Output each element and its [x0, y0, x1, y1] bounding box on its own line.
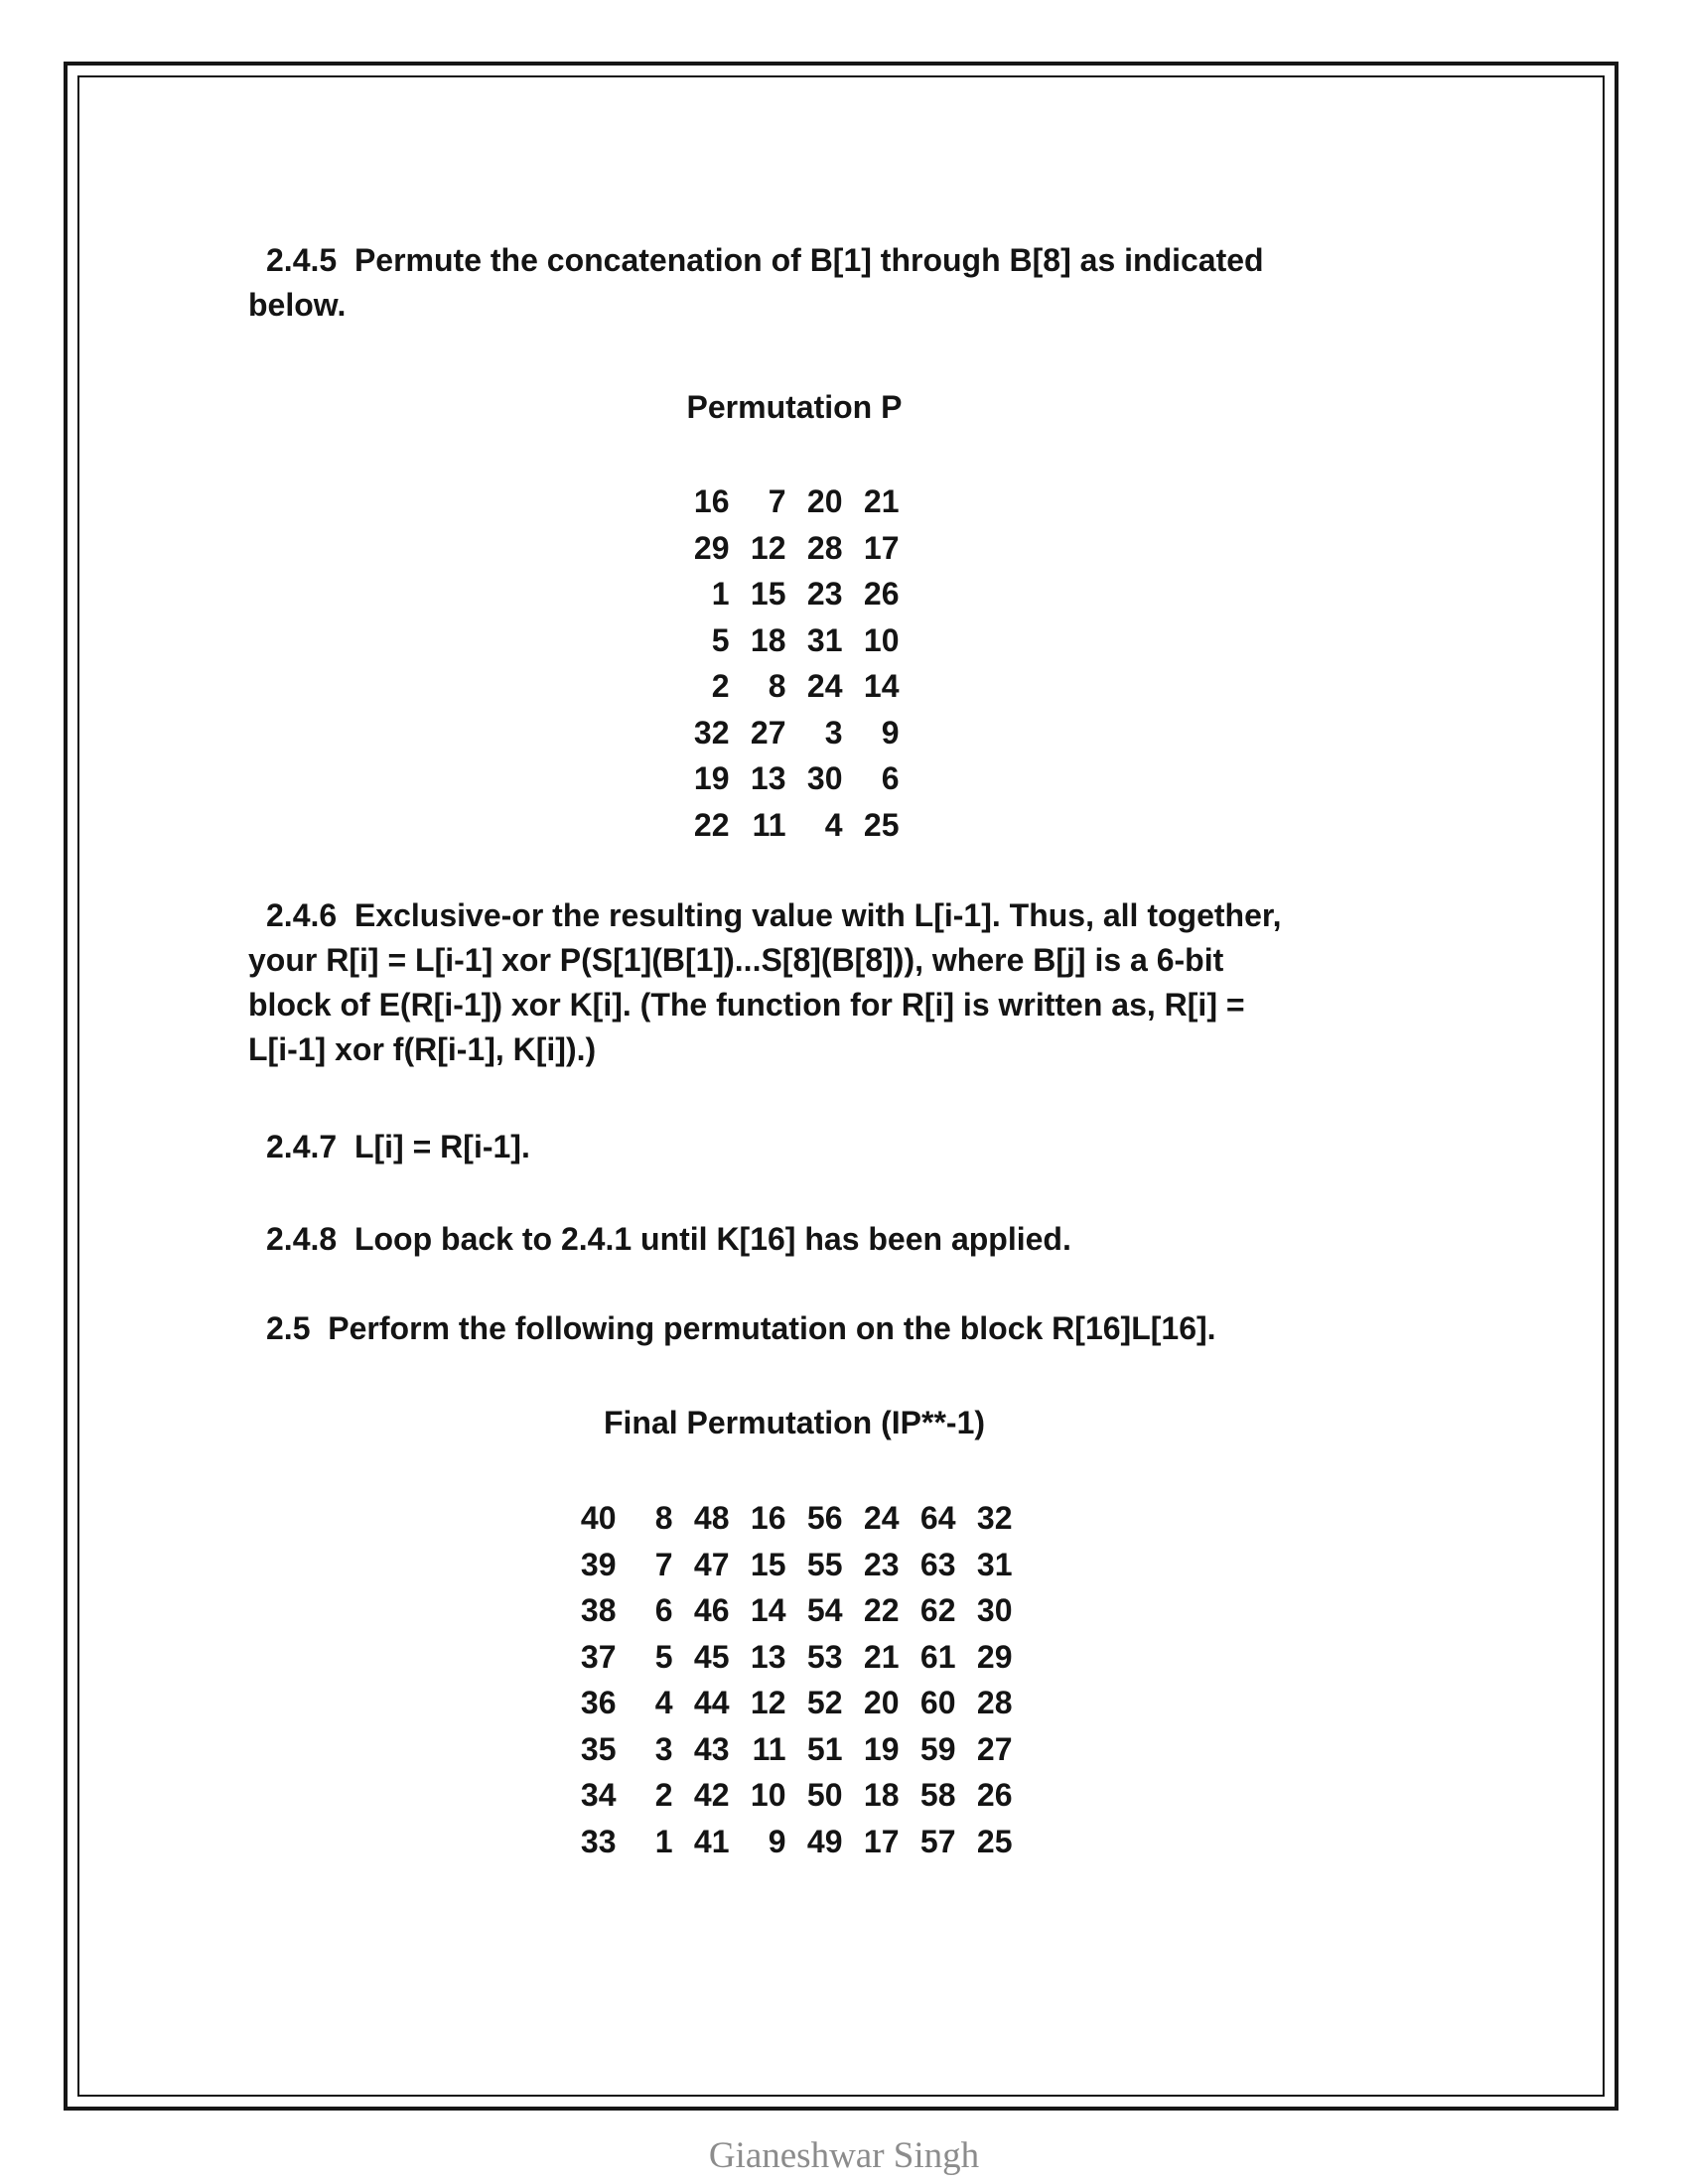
- table-cell: 51: [806, 1730, 843, 1767]
- table-cell: 57: [919, 1823, 956, 1859]
- table-cell: 45: [693, 1638, 730, 1675]
- table-cell: 16: [750, 1500, 786, 1536]
- table-row: [248, 1634, 1340, 1681]
- table-cell: 55: [806, 1546, 843, 1582]
- table-cell: 19: [693, 760, 730, 796]
- table-cell: 31: [806, 621, 843, 658]
- table-cell: 18: [750, 621, 786, 658]
- table-cell: 52: [806, 1685, 843, 1720]
- table-cell: 10: [863, 621, 900, 658]
- table-cell: 59: [919, 1730, 956, 1767]
- table-cell: 2: [711, 668, 730, 704]
- table-cell: 17: [863, 1823, 900, 1859]
- table-cell: 64: [919, 1500, 956, 1536]
- table-row: [248, 1819, 1340, 1865]
- table-cell: 47: [693, 1546, 730, 1582]
- table-cell: 63: [919, 1546, 956, 1582]
- table-cell: 24: [863, 1500, 900, 1536]
- table-cell: 43: [693, 1730, 730, 1767]
- table-cell: 14: [750, 1592, 786, 1628]
- table-cell: 27: [976, 1730, 1013, 1767]
- table-cell: 1: [711, 576, 730, 612]
- table-cell: 21: [863, 483, 900, 519]
- table-cell: 33: [580, 1823, 617, 1859]
- table-cell: 29: [976, 1638, 1013, 1675]
- author-signature: Gianeshwar Singh: [708, 2135, 980, 2176]
- table-cell: 9: [881, 714, 900, 751]
- table-cell: 48: [693, 1500, 730, 1536]
- table-cell: 31: [976, 1546, 1013, 1582]
- table-cell: 11: [752, 1730, 786, 1767]
- table-cell: 14: [863, 668, 900, 704]
- table-cell: 20: [806, 483, 843, 519]
- final-permutation-table: [248, 1495, 1340, 1864]
- table-cell: 41: [693, 1823, 730, 1859]
- table-cell: 17: [863, 529, 900, 566]
- table-cell: 6: [881, 760, 900, 796]
- text-line: below.: [248, 287, 347, 323]
- table-cell: 56: [806, 1500, 843, 1536]
- table-cell: 39: [580, 1546, 617, 1582]
- table-cell: 22: [693, 806, 730, 843]
- table-cell: 15: [750, 1546, 786, 1582]
- text-line: 2.4.6 Exclusive-or the resulting value with L[i-1]. Thus, all together,: [266, 897, 1282, 933]
- text-line: block of E(R[i-1]) xor K[i]. (The function for R[i] is written as, R[i] =: [248, 987, 1245, 1023]
- table-cell: 23: [863, 1546, 900, 1582]
- table-cell: 62: [919, 1592, 956, 1628]
- table-cell: 53: [806, 1638, 843, 1675]
- table-row: [248, 1772, 1340, 1819]
- paragraph-2-4-6: [248, 893, 1340, 1072]
- table-cell: 54: [806, 1592, 843, 1628]
- permutation-p-table: [248, 478, 1340, 848]
- table-cell: 44: [693, 1685, 730, 1720]
- table-cell: 5: [654, 1638, 673, 1675]
- table-cell: 2: [654, 1777, 673, 1813]
- text-line: your R[i] = L[i-1] xor P(S[1](B[1])...S[8](B[8])), where B[j] is a 6-bit: [248, 942, 1224, 978]
- table-row: [248, 710, 1340, 756]
- text-line: 2.4.7 L[i] = R[i-1].: [266, 1129, 530, 1164]
- table-cell: 11: [752, 806, 786, 843]
- table-cell: 13: [750, 1638, 786, 1675]
- text-line: 2.5 Perform the following permutation on the block R[16]L[16].: [266, 1310, 1216, 1346]
- table-cell: 12: [750, 529, 786, 566]
- table-cell: 10: [750, 1777, 786, 1813]
- paragraph-2-4-7: [248, 1125, 1340, 1169]
- table-cell: 1: [654, 1823, 673, 1859]
- table-cell: 28: [976, 1685, 1013, 1720]
- table-cell: 18: [863, 1777, 900, 1813]
- final-permutation-title: Final Permutation (IP**-1): [603, 1405, 986, 1440]
- table-cell: 8: [768, 668, 786, 704]
- table-cell: 32: [693, 714, 730, 751]
- table-cell: 49: [806, 1823, 843, 1859]
- text-line: 2.4.5 Permute the concatenation of B[1] through B[8] as indicated: [266, 242, 1264, 278]
- table-row: [248, 571, 1340, 617]
- table-cell: 30: [806, 760, 843, 796]
- table-cell: 42: [693, 1777, 730, 1813]
- table-cell: 46: [693, 1592, 730, 1628]
- table-row: [248, 1680, 1340, 1726]
- table-cell: 22: [863, 1592, 900, 1628]
- table-row: [248, 1587, 1340, 1634]
- table-cell: 26: [863, 576, 900, 612]
- table-row: [248, 663, 1340, 710]
- paragraph-2-4-5: [248, 238, 1340, 328]
- table-cell: 8: [654, 1500, 673, 1536]
- table-cell: 35: [580, 1730, 617, 1767]
- table-row: [248, 1495, 1340, 1542]
- table-cell: 13: [750, 760, 786, 796]
- table-cell: 28: [806, 529, 843, 566]
- table-cell: 5: [711, 621, 730, 658]
- table-cell: 50: [806, 1777, 843, 1813]
- table-row: [248, 478, 1340, 525]
- table-cell: 29: [693, 529, 730, 566]
- table-row: [248, 1542, 1340, 1588]
- table-cell: 21: [863, 1638, 900, 1675]
- table-cell: 40: [580, 1500, 617, 1536]
- table-cell: 3: [654, 1730, 673, 1767]
- paragraph-2-5: [248, 1306, 1340, 1351]
- table-cell: 16: [693, 483, 730, 519]
- table-cell: 19: [863, 1730, 900, 1767]
- table-cell: 32: [976, 1500, 1013, 1536]
- text-line: 2.4.8 Loop back to 2.4.1 until K[16] has been applied.: [266, 1221, 1071, 1257]
- table-cell: 24: [806, 668, 843, 704]
- table-cell: 4: [654, 1685, 673, 1720]
- table-cell: 36: [580, 1685, 617, 1720]
- table-cell: 26: [976, 1777, 1013, 1813]
- table-cell: 58: [919, 1777, 956, 1813]
- table-cell: 30: [976, 1592, 1013, 1628]
- table-row: [248, 802, 1340, 849]
- table-cell: 25: [976, 1823, 1013, 1859]
- table-cell: 15: [750, 576, 786, 612]
- table-cell: 61: [919, 1638, 956, 1675]
- permutation-p-title: Permutation P: [686, 389, 903, 425]
- table-cell: 23: [806, 576, 843, 612]
- table-cell: 37: [580, 1638, 617, 1675]
- table-cell: 12: [750, 1685, 786, 1720]
- table-cell: 4: [824, 806, 843, 843]
- table-cell: 9: [768, 1823, 786, 1859]
- table-row: [248, 755, 1340, 802]
- table-cell: 38: [580, 1592, 617, 1628]
- table-cell: 34: [580, 1777, 617, 1813]
- table-row: [248, 525, 1340, 572]
- table-cell: 25: [863, 806, 900, 843]
- table-cell: 6: [654, 1592, 673, 1628]
- table-cell: 20: [863, 1685, 900, 1720]
- table-cell: 7: [768, 483, 786, 519]
- table-cell: 27: [750, 714, 786, 751]
- table-cell: 7: [654, 1546, 673, 1582]
- text-line: L[i-1] xor f(R[i-1], K[i]).): [248, 1031, 597, 1067]
- table-row: [248, 1726, 1340, 1773]
- table-cell: 3: [824, 714, 843, 751]
- table-row: [248, 617, 1340, 664]
- table-cell: 60: [919, 1685, 956, 1720]
- paragraph-2-4-8: [248, 1217, 1340, 1262]
